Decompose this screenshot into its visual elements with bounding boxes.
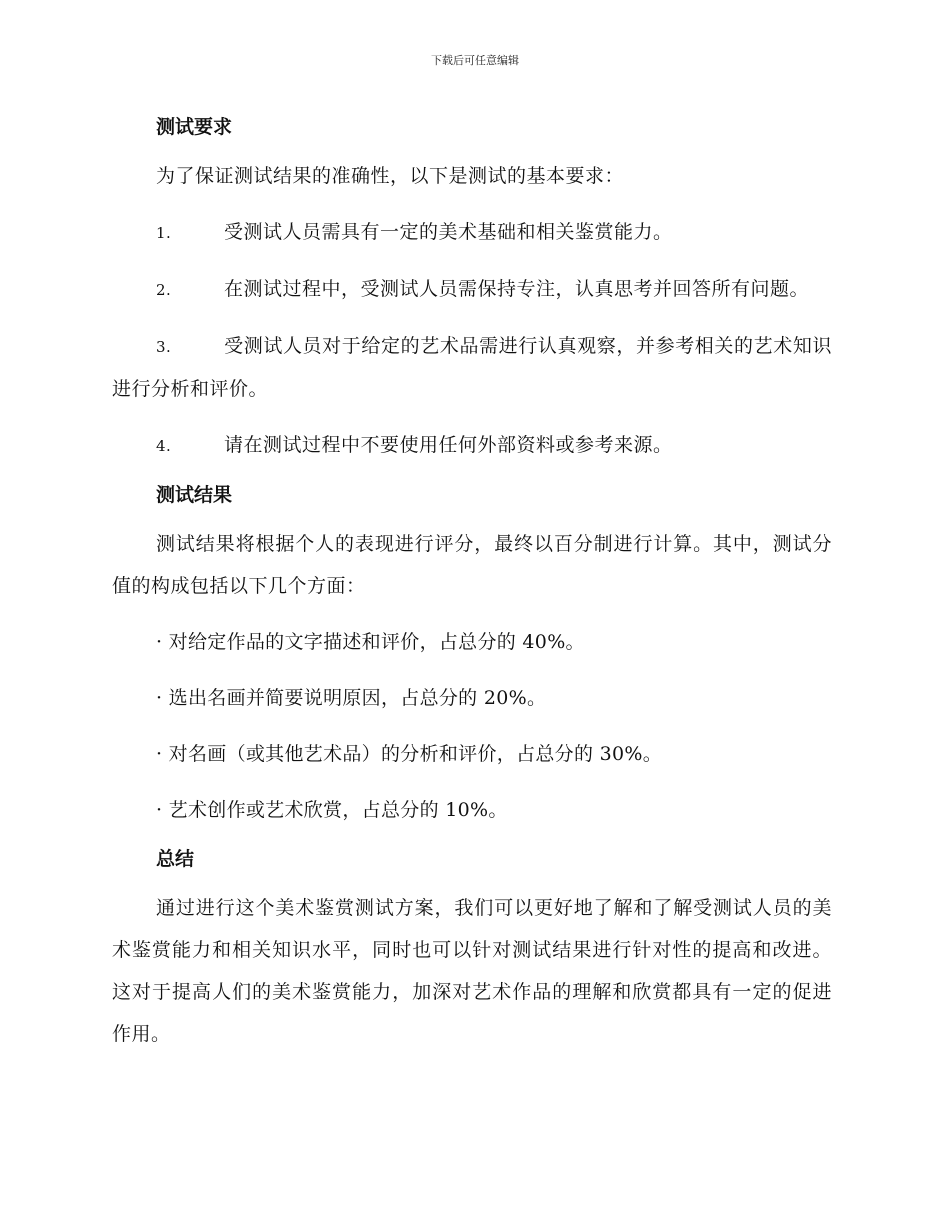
document-body [112, 112, 832, 1055]
requirement-item-2 [112, 268, 832, 311]
requirement-number: 3. [156, 338, 172, 356]
requirement-item-1 [112, 211, 832, 254]
page-header-note: 下载后可任意编辑 [431, 54, 519, 67]
requirement-item-4 [112, 424, 832, 467]
section-heading-results: 测试结果 [156, 484, 233, 506]
results-intro: 测试结果将根据个人的表现进行评分，最终以百分制进行计算。其中，测试分值的构成包括以下几个方面： [112, 533, 832, 597]
requirement-item-3 [112, 325, 832, 410]
results-bullet-4: · 艺术创作或艺术欣赏，占总分的 10%。 [156, 799, 508, 821]
section-heading-summary: 总结 [156, 848, 195, 870]
requirement-number: 2. [156, 281, 172, 299]
requirement-text: 请在测试过程中不要使用任何外部资料或参考来源。 [224, 434, 673, 456]
results-bullet-2: · 选出名画并简要说明原因，占总分的 20%。 [156, 687, 547, 709]
requirements-intro: 为了保证测试结果的准确性，以下是测试的基本要求： [156, 165, 625, 187]
section-heading-requirements: 测试要求 [156, 116, 233, 138]
requirement-number: 1. [156, 224, 172, 242]
requirement-number: 4. [156, 437, 172, 455]
requirement-text: 在测试过程中，受测试人员需保持专注，认真思考并回答所有问题。 [224, 278, 810, 300]
requirement-text: 受测试人员需具有一定的美术基础和相关鉴赏能力。 [224, 221, 673, 243]
results-bullet-3: · 对名画（或其他艺术品）的分析和评价，占总分的 30%。 [156, 743, 663, 765]
requirement-text: 受测试人员对于给定的艺术品需进行认真观察，并参考相关的艺术知识进行分析和评价。 [112, 335, 832, 400]
summary-body: 通过进行这个美术鉴赏测试方案，我们可以更好地了解和了解受测试人员的美术鉴赏能力和相关知识水平，同时也可以针对测试结果进行针对性的提高和改进。这对于提高人们的美术鉴赏能力，加深对艺术作品的理解和欣赏都具有一定的促进作用。 [112, 897, 832, 1045]
results-bullet-1: · 对给定作品的文字描述和评价，占总分的 40%。 [156, 631, 585, 653]
